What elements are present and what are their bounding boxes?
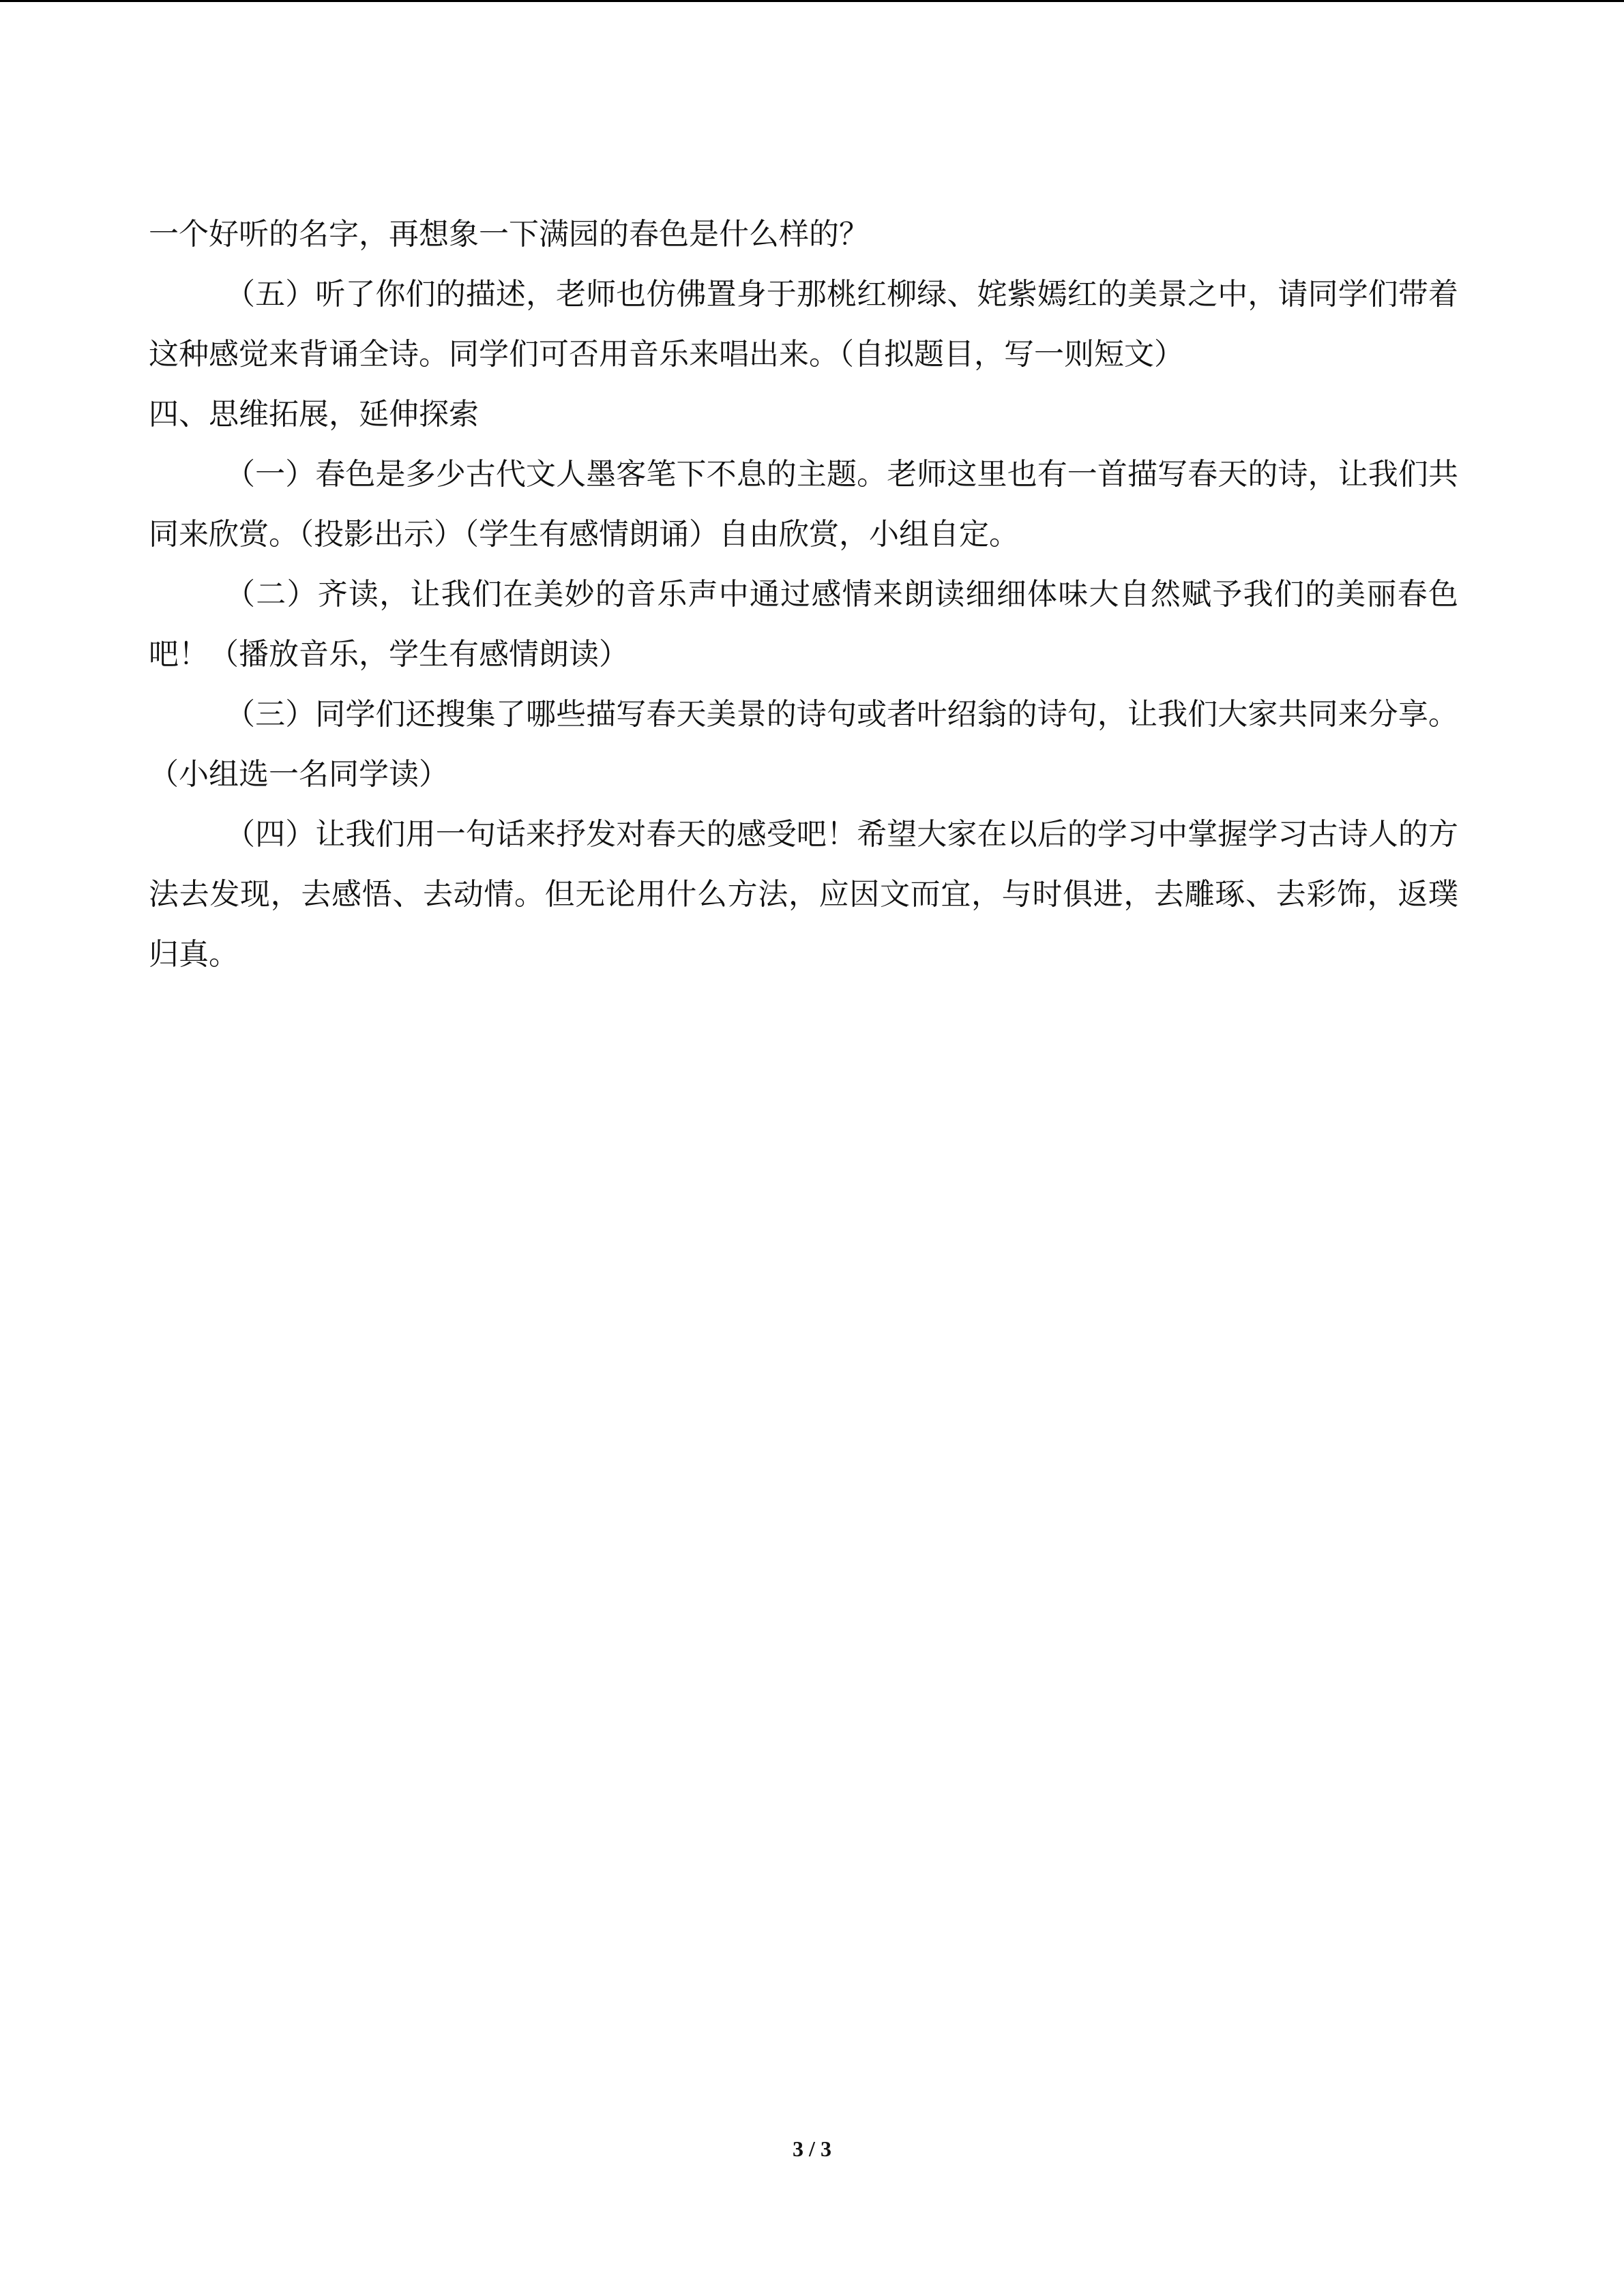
paragraph-item-5: （五）听了你们的描述，老师也仿佛置身于那桃红柳绿、姹紫嫣红的美景之中，请同学们带着这种感觉来背诵全诗。同学们可否用音乐来唱出来。（自拟题目，写一则短文） (149, 277, 1458, 372)
paragraph-continuation: 一个好听的名字，再想象一下满园的春色是什么样的？ (149, 217, 869, 252)
paragraph-item-4: （四）让我们用一句话来抒发对春天的感受吧！希望大家在以后的学习中掌握学习古诗人的方法去发现，去感悟、去动情。但无论用什么方法，应因文而宜，与时俱进，去雕琢、去彩饰，返璞归真。 (149, 817, 1458, 972)
paragraph-item-3: （三）同学们还搜集了哪些描写春天美景的诗句或者叶绍翁的诗句，让我们大家共同来分享。（小组选一名同学读） (149, 697, 1458, 792)
section-heading: 四、思维拓展，延伸探索 (149, 397, 479, 432)
document-body (149, 205, 1458, 985)
page-number: 3 / 3 (793, 2136, 831, 2161)
paragraph-item-1: （一）春色是多少古代文人墨客笔下不息的主题。老师这里也有一首描写春天的诗，让我们共同来欣赏。（投影出示）（学生有感情朗诵）自由欣赏，小组自定。 (149, 457, 1458, 552)
paragraph-item-2: （二）齐读，让我们在美妙的音乐声中通过感情来朗读细细体味大自然赋予我们的美丽春色吧！（播放音乐，学生有感情朗读） (149, 577, 1458, 672)
page-top-border (0, 0, 1624, 2)
